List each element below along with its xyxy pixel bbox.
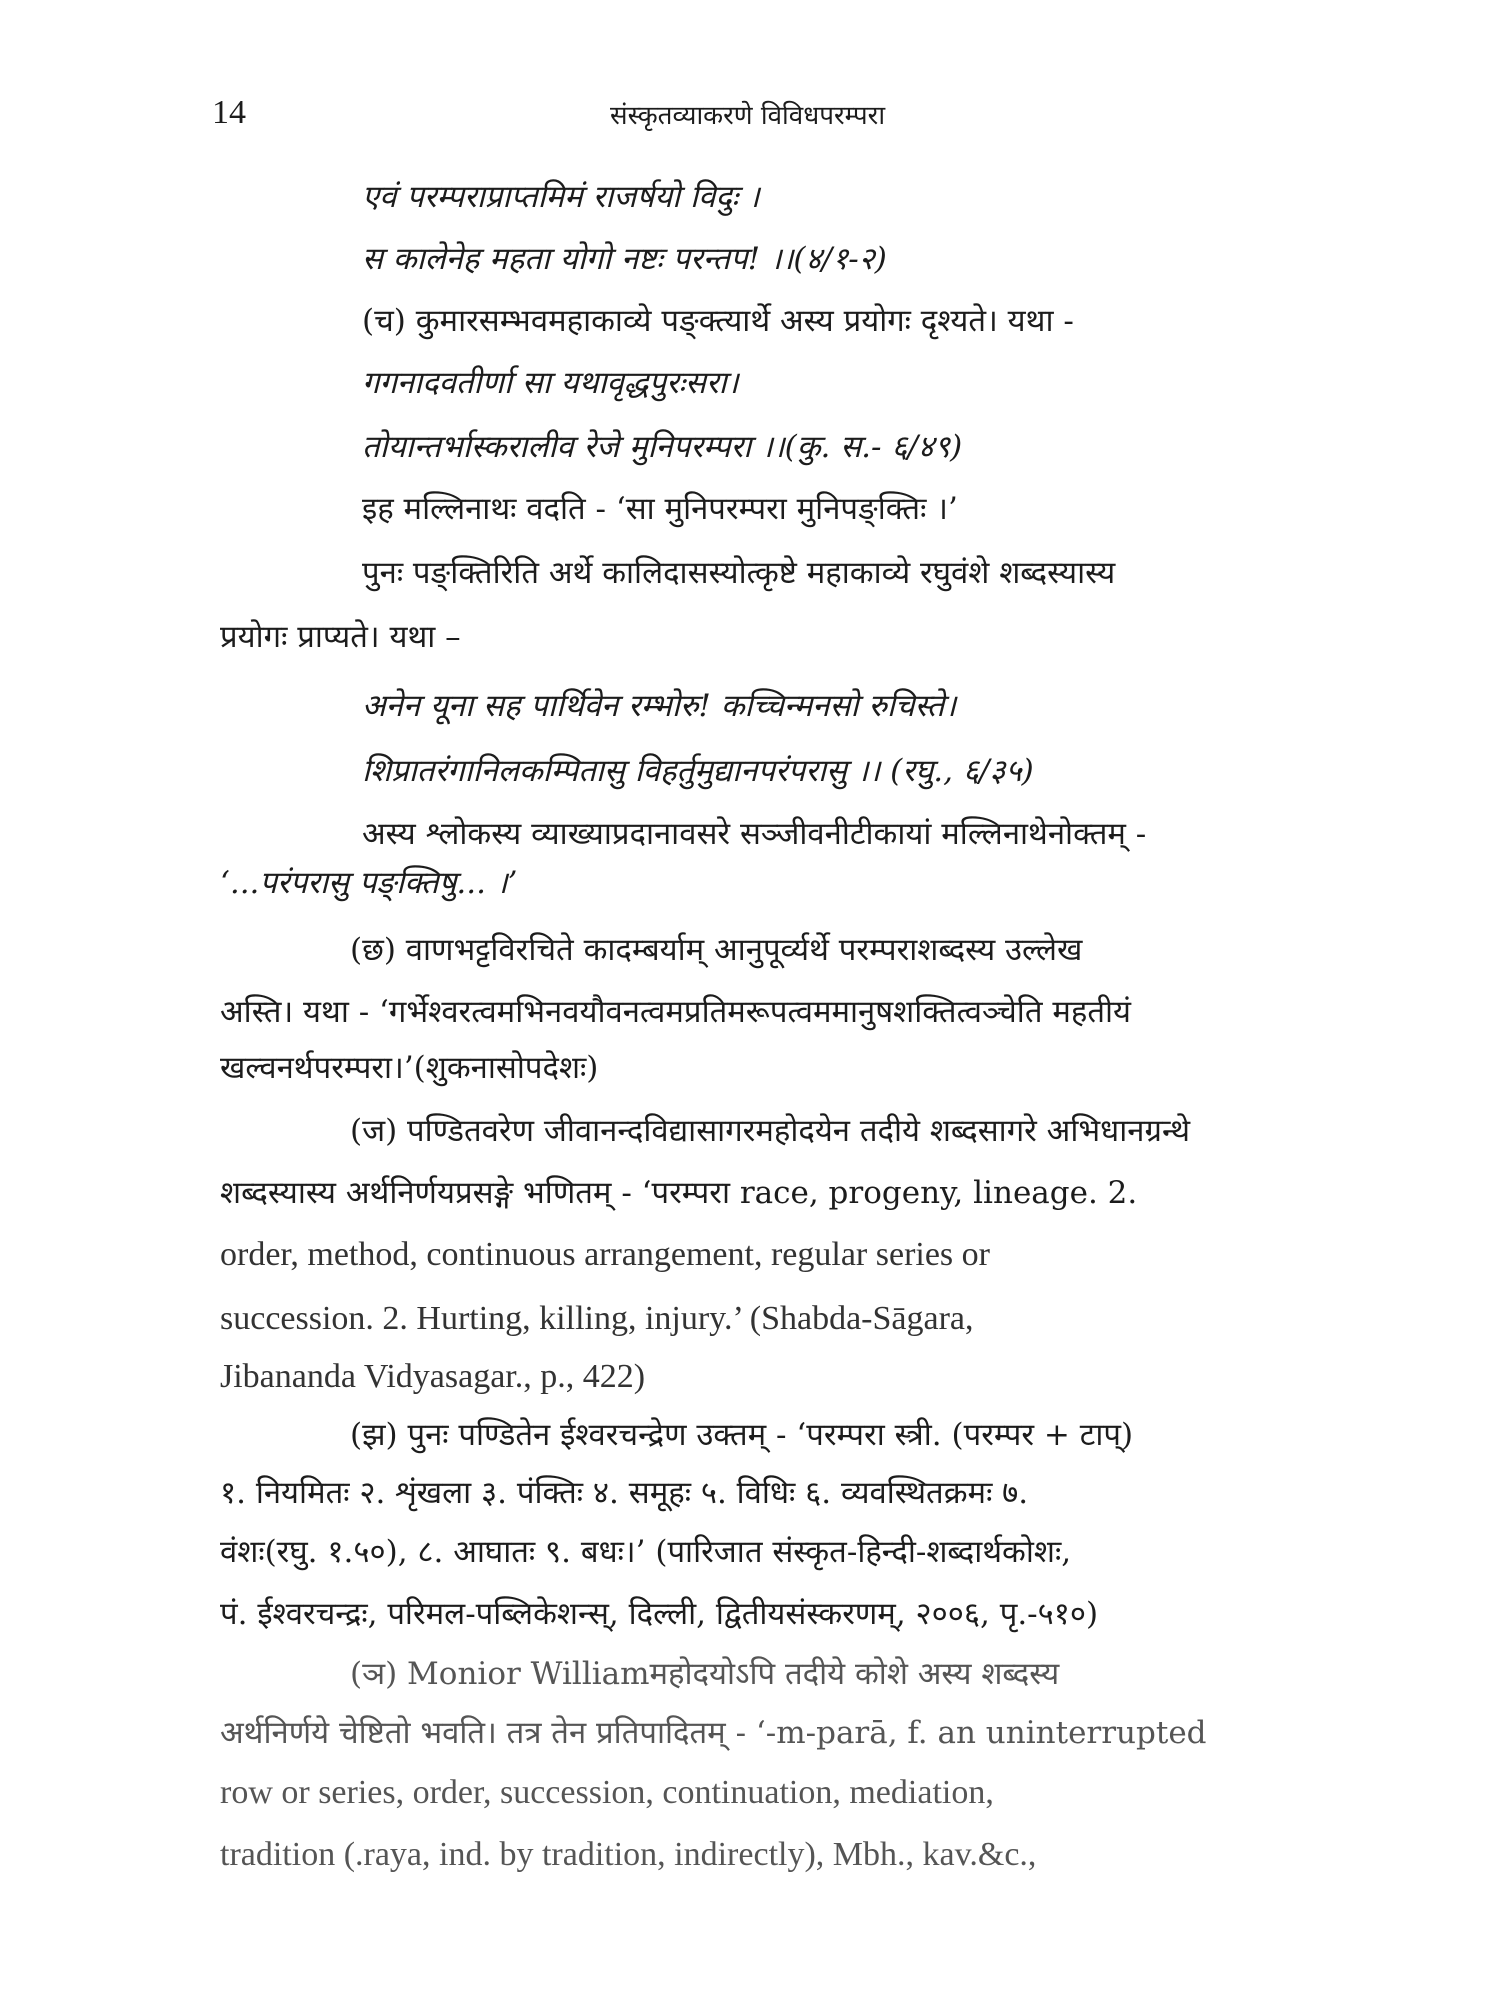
page-number: 14 [212,94,246,131]
paragraph-line: वंशः(रघु. १.५०), ८. आघातः ९. बधः।’ (पारिजात संस्कृत-हिन्दी-शब्दार्थकोशः, [220,1534,1072,1570]
english-line: Jibananda Vidyasagar., p., 422) [220,1358,646,1395]
paragraph-line: (ज) पण्डितवरेण जीवानन्दविद्यासागरमहोदयेन तदीये शब्दसागरे अभिधानग्रन्थे [350,1113,1191,1149]
paragraph-line: पुनः पङ्क्तिरिति अर्थे कालिदासस्योत्कृष्टे महाकाव्ये रघुवंशे शब्दस्यास्य [362,555,1116,591]
paragraph-line: (झ) पुनः पण्डितेन ईश्वरचन्द्रेण उक्तम् - ‘परम्परा स्त्री. (परम्पर + टाप्) [350,1417,1134,1453]
verse-line: अनेन यूना सह पार्थिवेन रम्भोरु! कच्चिन्मनसो रुचिस्ते। [362,688,957,724]
paragraph-line: इह मल्लिनाथः वदति - ‘सा मुनिपरम्परा मुनिपङ्क्तिः ।’ [362,491,958,527]
english-line: tradition (.raya, ind. by tradition, indirectly), Mbh., kav.&c., [220,1836,1037,1873]
paragraph-line: खल्वनर्थपरम्परा।’(शुकनासोपदेशः) [220,1050,599,1086]
verse-line: स कालेनेह महता योगो नष्टः परन्तप! ।।(४/१-२) [362,241,887,277]
paragraph-line: १. नियमितः २. शृंखला ३. पंक्तिः ४. समूहः ५. विधिः ६. व्यवस्थितक्रमः ७. [220,1475,1029,1511]
paragraph-line: अस्ति। यथा - ‘गर्भेश्वरत्वमभिनवयौवनत्वमप्रतिमरूपत्वममानुषशक्तित्वञ्चेति महतीयं [220,994,1132,1030]
english-line: row or series, order, succession, continuation, mediation, [220,1774,994,1811]
paragraph-line: (छ) वाणभट्टविरचिते कादम्बर्याम् आनुपूर्व्यर्थे परम्पराशब्दस्य उल्लेख [350,932,1083,968]
quote-line: ‘...परंपरासु पङ्क्तिषु... ।’ [220,865,518,901]
running-title: संस्कृतव्याकरणे विविधपरम्परा [610,101,886,131]
paragraph-line: अर्थनिर्णये चेष्टितो भवति। तत्र तेन प्रतिपादितम् - ‘-m-parā, f. an uninterrupted [220,1715,1207,1751]
english-line: order, method, continuous arrangement, regular series or [220,1236,990,1273]
paragraph-line: शब्दस्यास्य अर्थनिर्णयप्रसङ्गे भणितम् - ‘परम्परा race, progeny, lineage. 2. [220,1175,1138,1211]
paragraph-line: (च) कुमारसम्भवमहाकाव्ये पङ्क्त्यार्थे अस्य प्रयोगः दृश्यते। यथा - [362,303,1074,339]
verse-line: शिप्रातरंगानिलकम्पितासु विहर्तुमुद्यानपरंपरासु ।। (रघु., ६/३५) [362,753,1034,789]
paragraph-line: प्रयोगः प्राप्यते। यथा – [220,619,461,655]
english-line: succession. 2. Hurting, killing, injury.’ (Shabda-Sāgara, [220,1300,974,1337]
paragraph-line: (ञ) Monior Williamमहोदयोऽपि तदीये कोशे अस्य शब्दस्य [350,1656,1060,1692]
paragraph-line: पं. ईश्वरचन्द्रः, परिमल-पब्लिकेशन्स्, दिल्ली, द्वितीयसंस्करणम्, २००६, पृ.-५१०) [220,1596,1099,1632]
verse-line: तोयान्तर्भास्करालीव रेजे मुनिपरम्परा ।।(कु. स.- ६/४९) [362,429,963,465]
paragraph-line: अस्य श्लोकस्य व्याख्याप्रदानावसरे सञ्जीवनीटीकायां मल्लिनाथेनोक्तम् - [362,816,1147,852]
verse-line: एवं परम्पराप्राप्तमिमं राजर्षयो विदुः । [362,179,760,215]
verse-line: गगनादवतीर्णा सा यथावृद्धपुरःसरा। [362,365,739,401]
